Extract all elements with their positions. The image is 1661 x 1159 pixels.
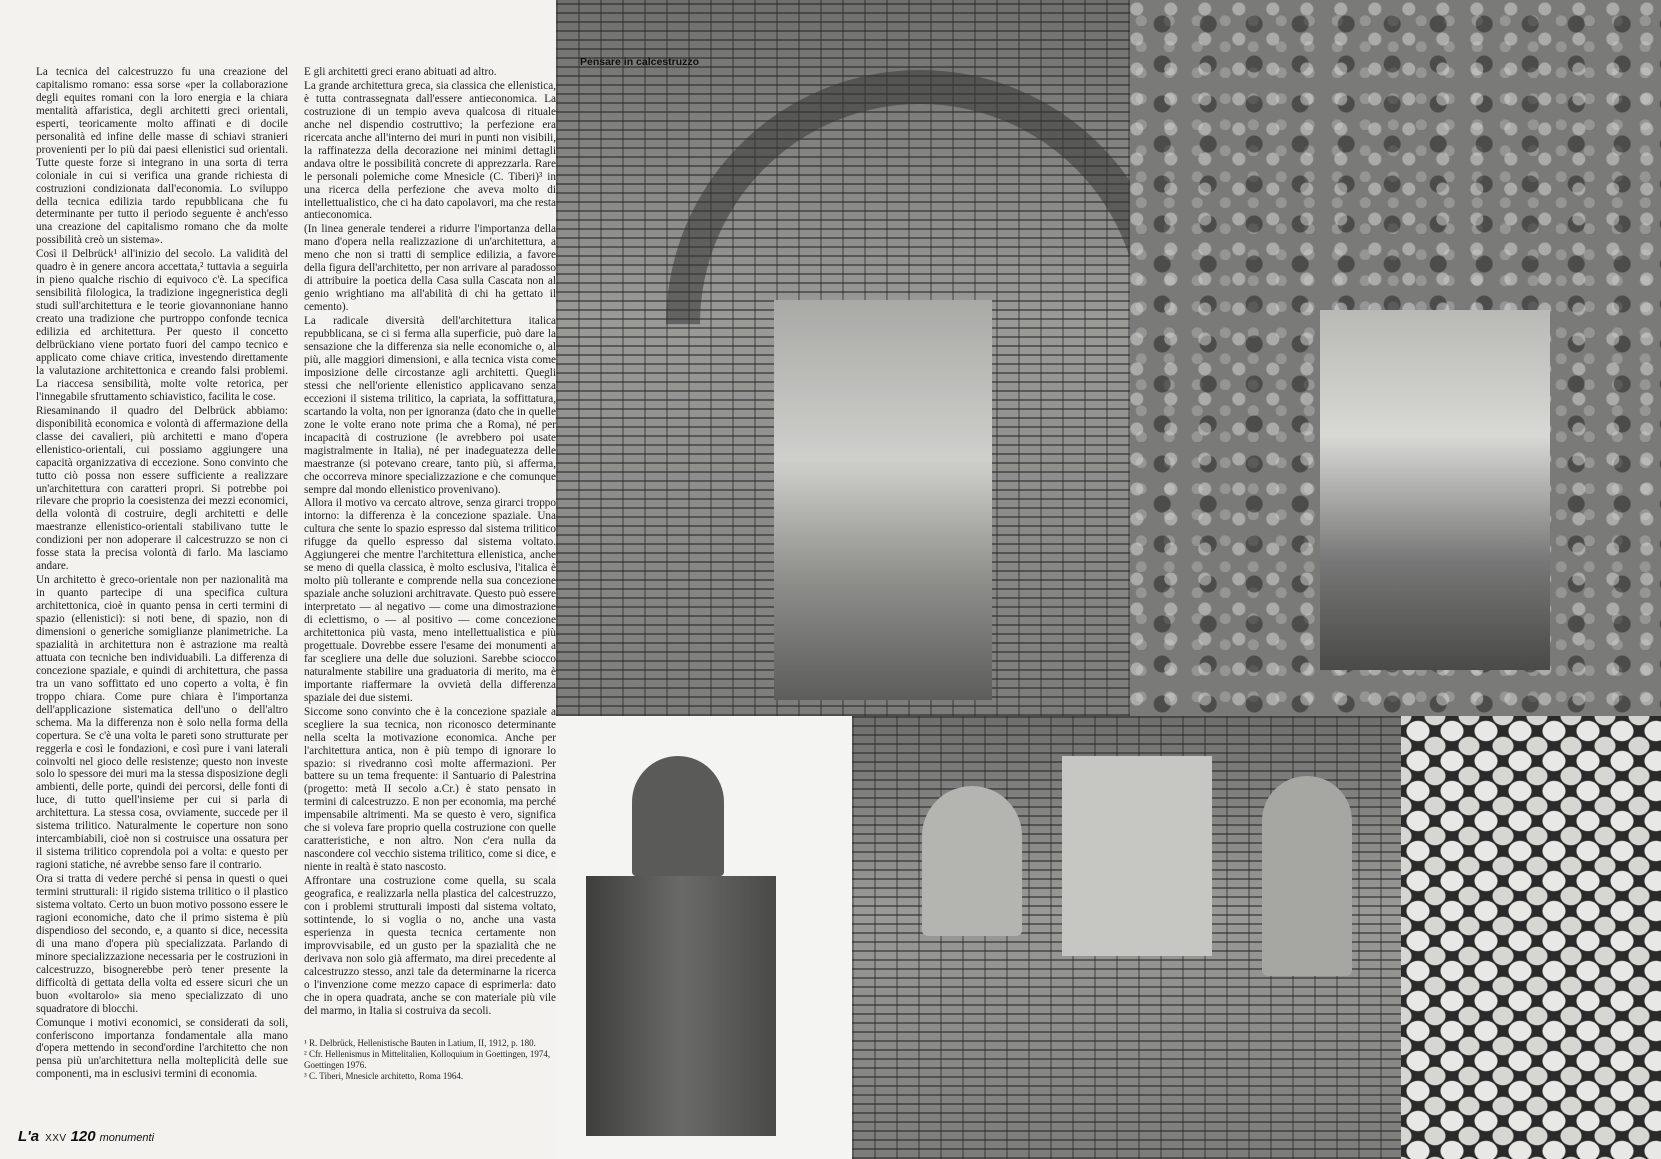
paragraph: (In linea generale tenderei a ridurre l'importanza della mano d'opera nella realizzazione di un'architettura, a meno che non si tratti di semplice edilizia, a favore della figura dell'architetto, per non arrivare al paradosso di attribuire la poetica della Casa sulla Cascata non al genio wrightiano ma all'abilità di chi ha gettato il cemento). xyxy=(304,223,556,314)
photo-caption-title: Pensare in calcestruzzo xyxy=(580,56,700,68)
photo-stone-masonry xyxy=(1401,716,1661,1159)
paragraph: Allora il motivo va cercato altrove, senza girarci troppo intorno: la differenza è la concezione spaziale. Una cultura che sente lo spazio espresso dal sistema trilitico rifugge da quello espresso dal sistema voltato. Aggiungerei che mentre l'architettura ellenistica, anche se meno di quella classica, è molto esclusiva, l'italica è molto più tollerante e comprende nella sua concezione spaziale anche soluzioni architravate. Questo può essere interpretato — al negativo — come una dimostrazione di eclettismo, o — al positivo — come concezione architettonica più vasta, meno intellettualistica e più progettuale. Dovrebbe essere l'esame dei monumenti a far scegliere una delle due soluzioni. Sarebbe sciocco naturalmente stabilire una graduatoria di merito, ma è importante riaffermare la ovvietà della differenza spaziale dei due sistemi. xyxy=(304,497,556,704)
paragraph: La grande architettura greca, sia classica che ellenistica, è tutta contrassegnata dall'essere antieconomica. La costruzione di un tempio aveva qualcosa di rituale anche nel dispendio costruttivo; la perfezione era ricercata anche all'interno dei muri in punti non visibili, la raffinatezza della decorazione nei minimi dettagli andava oltre le possibilità concrete di apprezzarla. Rare le personali polemiche come Mnesicle (C. Tiberi)³ in una ricerca della perfezione che aveva molto di intellettualistico, che ci ha dato capolavori, ma che resta antieconomica. xyxy=(304,79,556,222)
footnote: ³ C. Tiberi, Mnesicle architetto, Roma 1964. xyxy=(304,1071,464,1081)
paragraph: La radicale diversità dell'architettura italica repubblicana, se ci si ferma alla superficie, può dare la sensazione che la differenza sia nelle economiche o, al più, alle maggiori dimensioni, e alla tecnica vista come imposizione delle circostanze agli architetti. Quegli stessi che nell'oriente ellenistico applicavano senza eccezioni il sistema trilitico, la capriata, la soffittatura, scartando la volta, non per ignoranza (dato che in quelle zone le volte erano note prima che a Roma), né per incapacità di costruzione (le avrebbero poi usate magistralmente in Italia), né per inadeguatezza delle maestranze (si potevano creare, tanto più, si afferma, che occorreva minore specializzazione e che comunque sempre dal mondo ellenistico provenivano). xyxy=(304,315,556,496)
photo-tower-tomb xyxy=(556,716,852,1159)
text-column-2-content xyxy=(304,66,556,1036)
niche-right xyxy=(1262,776,1352,976)
footnotes xyxy=(304,1038,556,1082)
paragraph: Un architetto è greco-orientale non per nazionalità ma in quanto partecipe di una specifica cultura architettonica, cioè in quanto pensa in certi termini di spazio (ellenistici): si noti bene, di spazio, non di dimensioni o generiche somiglianze planimetriche. La spazialità in architettura non è astrazione ma realtà attuata con tecniche ben individuabili. La differenza di concezione spaziale, e quindi di architettura, che passa tra un vano soffittato ed uno coperto a volta, è fin troppo chiara. Come pure chiara è l'importanza dell'applicazione sistematica dell'uno o dell'altro schema. Ma la differenza non è solo nella forma della copertura. Se c'è una volta le pareti sono strutturate per reggerla e così le fondazioni, e così pure i vani laterali coinvolti nel gioco delle resistenze; questo non investe solo lo spessore dei muri ma la stessa disposizione degli ambienti, delle porte, quindi dei percorsi, delle fonti di luce, di tutto quell'insieme per cui si parla di architettura. La stessa cosa, ovviamente, succede per il sistema trilitico. Naturalmente le coperture non sono intercambiabili, cioè non si costruisce una ossatura per il sistema trilitico coprendola poi a volta: e questo per ragioni statiche, né avrebbe senso fare il contrario. xyxy=(36,574,288,872)
tower-top xyxy=(632,756,724,876)
doorway-opening xyxy=(1320,310,1550,670)
footnote: ¹ R. Delbrück, Hellenistische Bauten in Latium, II, 1912, p. 180. xyxy=(304,1038,536,1048)
niche-left xyxy=(922,786,1022,936)
paragraph: Comunque i motivi economici, se considerati da soli, conferiscono importanza fondamentale alla mano d'opera mettendo in second'ordine l'architetto che non pensa più un'architettura nella molteplicità delle sue componenti, ma in esclusivi termini di economia. xyxy=(36,1016,288,1081)
photo-rubble-wall-doorway xyxy=(1130,0,1661,716)
text-column-1 xyxy=(36,66,288,1081)
paragraph: Così il Delbrück¹ all'inizio del secolo. La validità del quadro è in genere ancora accettata,² tuttavia a seguirla in pieno qualche rischio di equivoco c'è. La specifica sensibilità filologica, la tradizione ingegneristica degli studi sull'architettura e le teorie giovannoniane hanno creato una tradizione che purtroppo confonde tecnica edilizia ed architettura. Per questo il concetto delbrückiano viene portato fuori del campo tecnico e applicato come chiave critica, investendo direttamente la valutazione architettonica e creando falsi problemi. La riaccesa sensibilità, molte volte retorica, per l'innegabile sfruttamento schiavistico, facilita le cose. xyxy=(36,248,288,403)
paragraph: Ora si tratta di vedere perché si pensa in questi o quei termini strutturali: il rigido sistema trilitico o il plastico sistema voltato. Certo un buon motivo possono essere le ragioni economiche, dato che il primo sistema è più dispendioso del secondo, e, a quanto si dice, necessita di una mano d'opera più specializzata. Parlando di minore specializzazione necessaria per le costruzioni in calcestruzzo, bisognerebbe però tener presente la difficoltà di gettata della volta ed essere sicuri che un buon «voltarolo» sia meno specializzato di uno squadratore di blocchi. xyxy=(36,873,288,1015)
paragraph: E gli architetti greci erano abituati ad altro. xyxy=(304,66,497,78)
magazine-logo: L'a xyxy=(18,1128,40,1145)
photo-niche-wall xyxy=(852,716,1401,1159)
footnote: ² Cfr. Hellenismus in Mittelitalien, Kolloquium in Goettingen, 1974, Goettingen 1976. xyxy=(304,1049,551,1070)
section-name: monumenti xyxy=(99,1132,155,1144)
photo-brick-arch-doorway xyxy=(556,0,1130,716)
page-number: 120 xyxy=(70,1128,96,1145)
tower-body xyxy=(586,876,776,1136)
paragraph: La tecnica del calcestruzzo fu una creazione del capitalismo romano: essa sorse «per la collaborazione degli equites romani con la loro energia e la chiara mentalità affaristica, degli architetti greci orientali, esperti, teoricamente molto affinati e di docile personalità ed infine delle masse di schiavi stranieri provenienti per lo più dai paesi ellenistici sud orientali. Tutte queste forze si integrano in una sorta di terra coloniale in cui si verifica una grande richiesta di costruzioni condizionata dall'economia. Lo sviluppo della tecnica edilizia tardo repubblicana che fu determinante per tutto il periodo seguente è anch'esso una creazione del capitalismo romano che da molte possibilità creò un sistema». xyxy=(36,66,288,247)
paragraph: Riesaminando il quadro del Delbrück abbiamo: disponibilità economica e volontà di affermazione della classe dei cavalieri, più architetti e mano d'opera ellenistico-orientali, cui possiamo aggiungere una capacità organizzativa di eccezione. Sono convinto che tutto ciò possa non essere sufficiente a realizzare un'architettura con caratteri propri. Si potrebbe poi rilevare che proprio la coesistenza dei mezzi economici, della volontà di costruire, degli architetti e delle maestranze ellenistico-orientali stabilivano tutte le condizioni per non adoperare il calcestruzzo se non ci fosse stata la precisa volontà di farlo. Ma lasciamo andare. xyxy=(36,404,288,573)
paragraph: Affrontare una costruzione come quella, su scala geografica, e realizzarla nella plastica del calcestruzzo, con i problemi strutturali imposti dal sistema voltato, sottintende, lo si voglia o no, anche una vasta esperienza in questa tecnica certamente non improvvisabile, ed un gusto per la spazialità che ne derivava non solo già affermato, ma direi precedente al calcestruzzo stesso, anzi tale da determinarne la ricerca o l'invenzione come mezzo capace di esprimerla: dato che in opera quadrata, anche se con materiale più vile del marmo, in Italia si costruiva da secoli. xyxy=(304,875,556,1017)
niche-center xyxy=(1062,756,1212,956)
paragraph: Siccome sono convinto che è la concezione spaziale a scegliere la sua tecnica, non riconosco determinante nella scelta la motivazione economica. Anche per l'architettura antica, non è più tempo di ignorare lo spazio: si rivedranno così molte affermazioni. Per battere su un tema frequente: il Santuario di Palestrina (progetto: metà II secolo a.Cr.) è stato pensato in termini di calcestruzzo. E non per economia, ma perché impensabile altrimenti. Ma se questo è vero, significa che si voleva fare proprio quella costruzione con quelle caratteristiche, e non altro. Non c'era nulla da nascondere col vecchio sistema trilitico, come si dice, e niente in realtà è stato nascosto. xyxy=(304,705,556,874)
page-folio xyxy=(18,1128,154,1146)
volume-number: XXV xyxy=(45,1133,67,1144)
